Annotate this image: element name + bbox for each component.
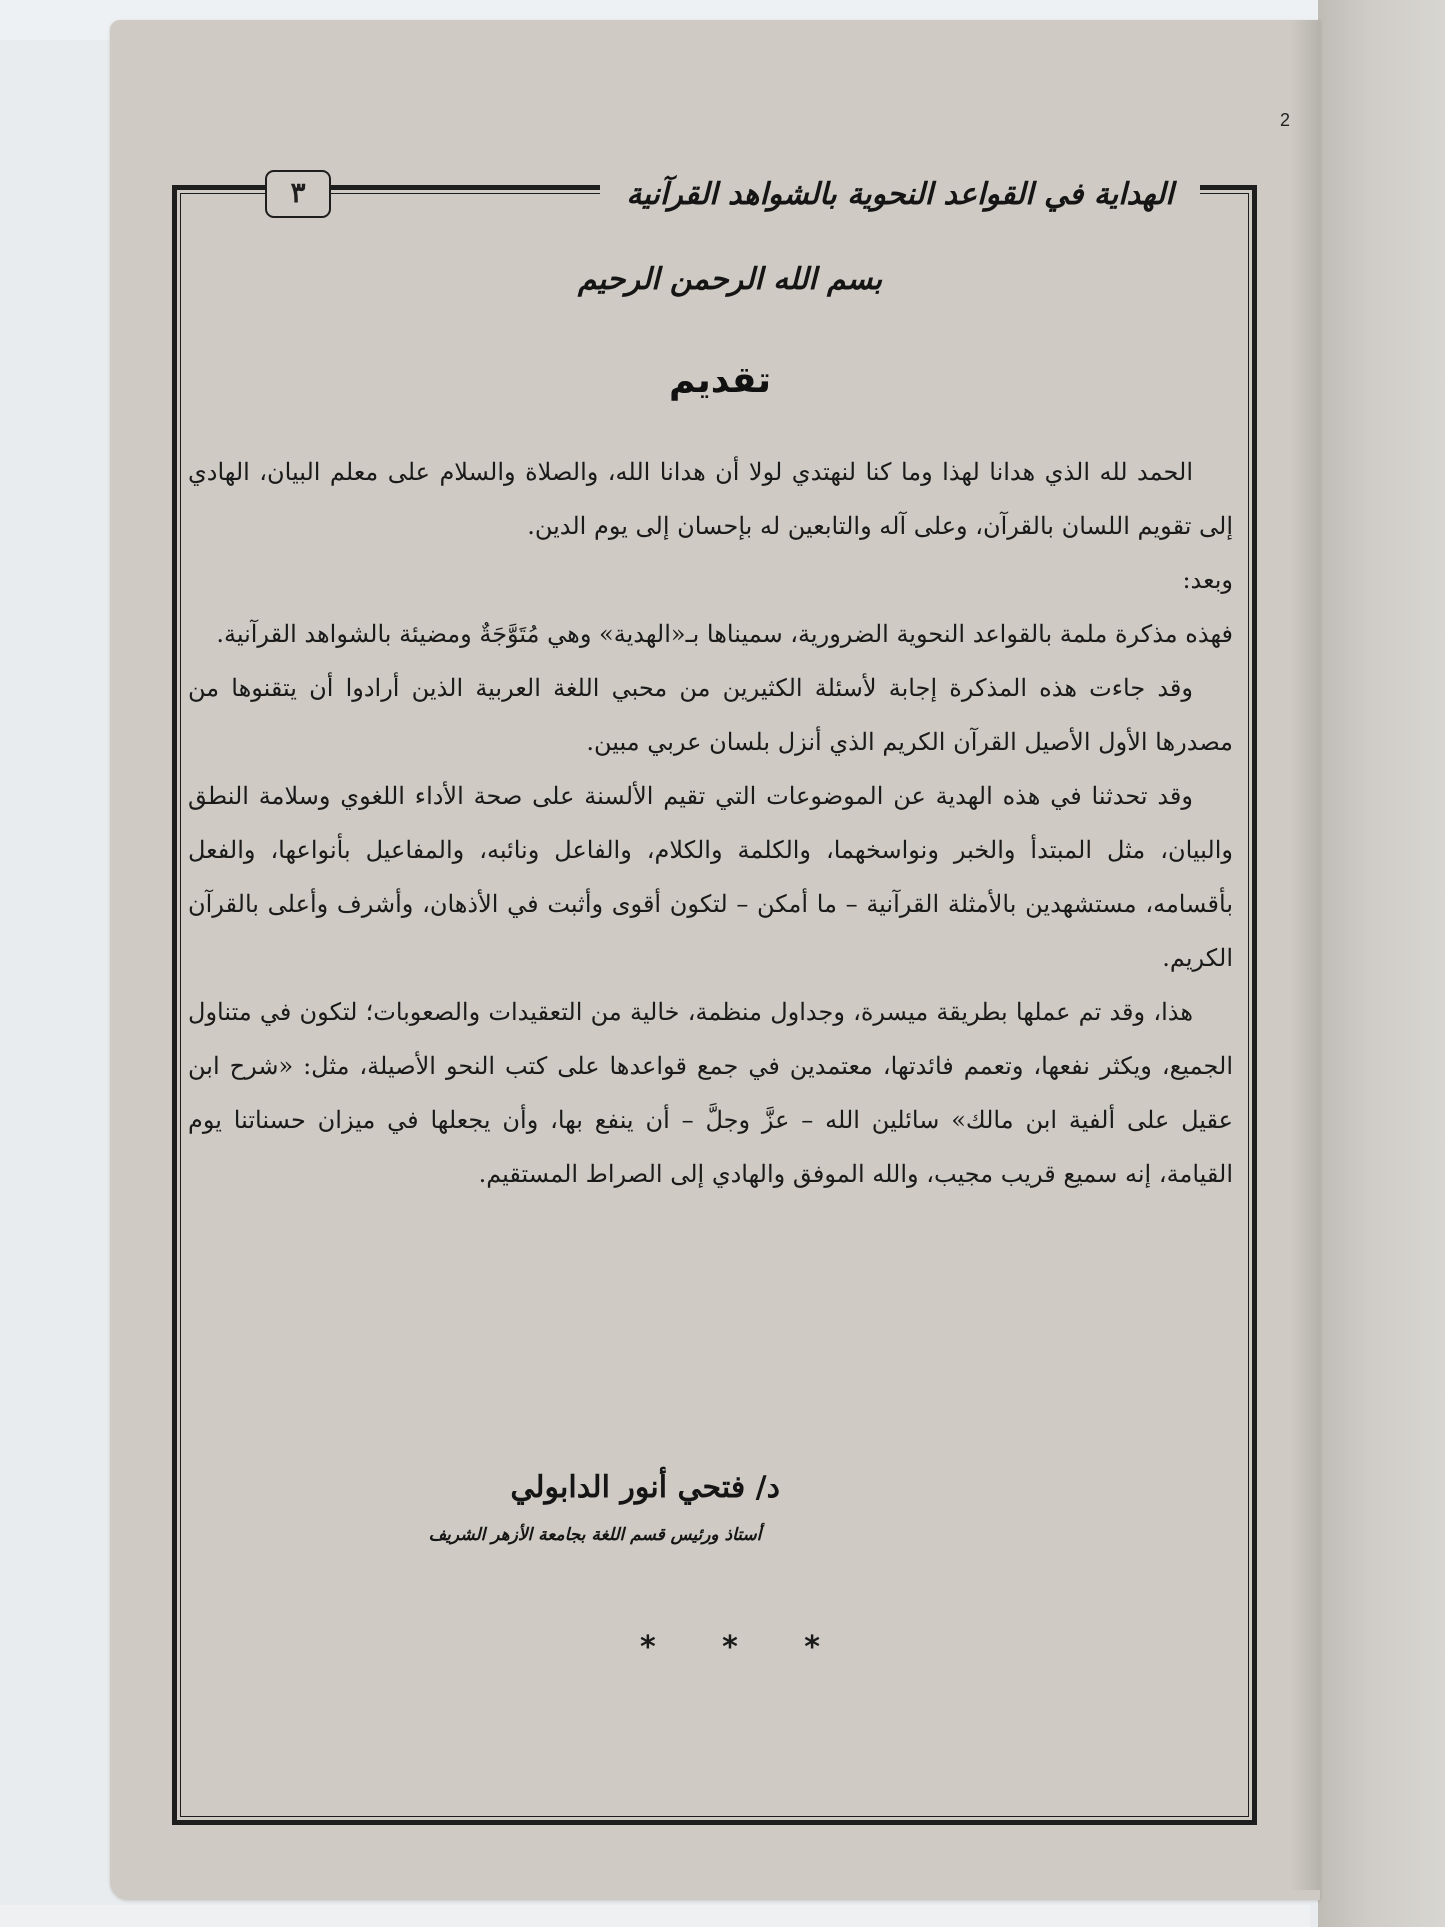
paragraph: هذا، وقد تم عملها بطريقة ميسرة، وجداول منظمة، خالية من التعقيدات والصعوبات؛ لتكون في متناول الجميع، ويكثر نفعها، وتعمم فائدتها، معتمدين في جمع قواعدها على كتب النحو الأصيلة، مثل: «شرح ابن عقيل على ألفية ابن مالك» سائلين الله – عزَّ وجلَّ – أن ينفع بها، وأن يجعلها في ميزان حسناتنا يوم القيامة، إنه سميع قريب مجيب، والله الموفق والهادي إلى الصراط المستقيم.: [188, 998, 1233, 1188]
paragraph: فهذه مذكرة ملمة بالقواعد النحوية الضرورية، سميناها بـ«الهدية» وهي مُتَوَّجَةٌ ومضيئة بالشواهد القرآنية.: [216, 620, 1233, 648]
scan-page-number: 2: [1280, 110, 1291, 130]
facing-page-edge: [1318, 0, 1445, 1927]
author-title: أستاذ ورئيس قسم اللغة بجامعة الأزهر الشريف: [428, 1525, 762, 1545]
basmala: بسم الله الرحمن الرحيم: [577, 262, 883, 297]
preface-body: [188, 445, 1233, 1201]
star-icon: *: [804, 1630, 820, 1665]
spine-shadow: [1290, 20, 1320, 1890]
section-title: تقديم: [669, 360, 771, 401]
paragraph: وقد جاءت هذه المذكرة إجابة لأسئلة الكثيرين من محبي اللغة العربية الذين أرادوا أن يتقنوها من مصدرها الأول الأصيل القرآن الكريم الذي أنزل بلسان عربي مبين.: [188, 674, 1233, 756]
star-icon: *: [722, 1630, 738, 1665]
star-icon: *: [640, 1630, 656, 1665]
paragraph: وقد تحدثنا في هذه الهدية عن الموضوعات التي تقيم الألسنة على صحة الأداء اللغوي وسلامة النطق والبيان، مثل المبتدأ والخبر ونواسخهما، والكلمة والكلام، والفاعل ونائبه، والمفاعيل بأنواعها، والفعل بأقسامه، مستشهدين بالأمثلة القرآنية – ما أمكن – لتكون أقوى وأثبت في الأذهان، وأشرف وأعلى بالقرآن الكريم.: [188, 782, 1233, 972]
paragraph: الحمد لله الذي هدانا لهذا وما كنا لنهتدي لولا أن هدانا الله، والصلاة والسلام على معلم البيان، الهادي إلى تقويم اللسان بالقرآن، وعلى آله والتابعين له بإحسان إلى يوم الدين.: [188, 458, 1233, 540]
page-number-badge: ٣: [265, 170, 331, 218]
background-surface-bottom: [0, 1905, 1310, 1927]
running-title: الهداية في القواعد النحوية بالشواهد القرآنية: [626, 177, 1174, 212]
author-name: د/ فتحي أنور الدابولي: [510, 1470, 780, 1505]
paragraph: وبعد:: [1182, 566, 1233, 594]
closing-ornament: [640, 1630, 820, 1670]
